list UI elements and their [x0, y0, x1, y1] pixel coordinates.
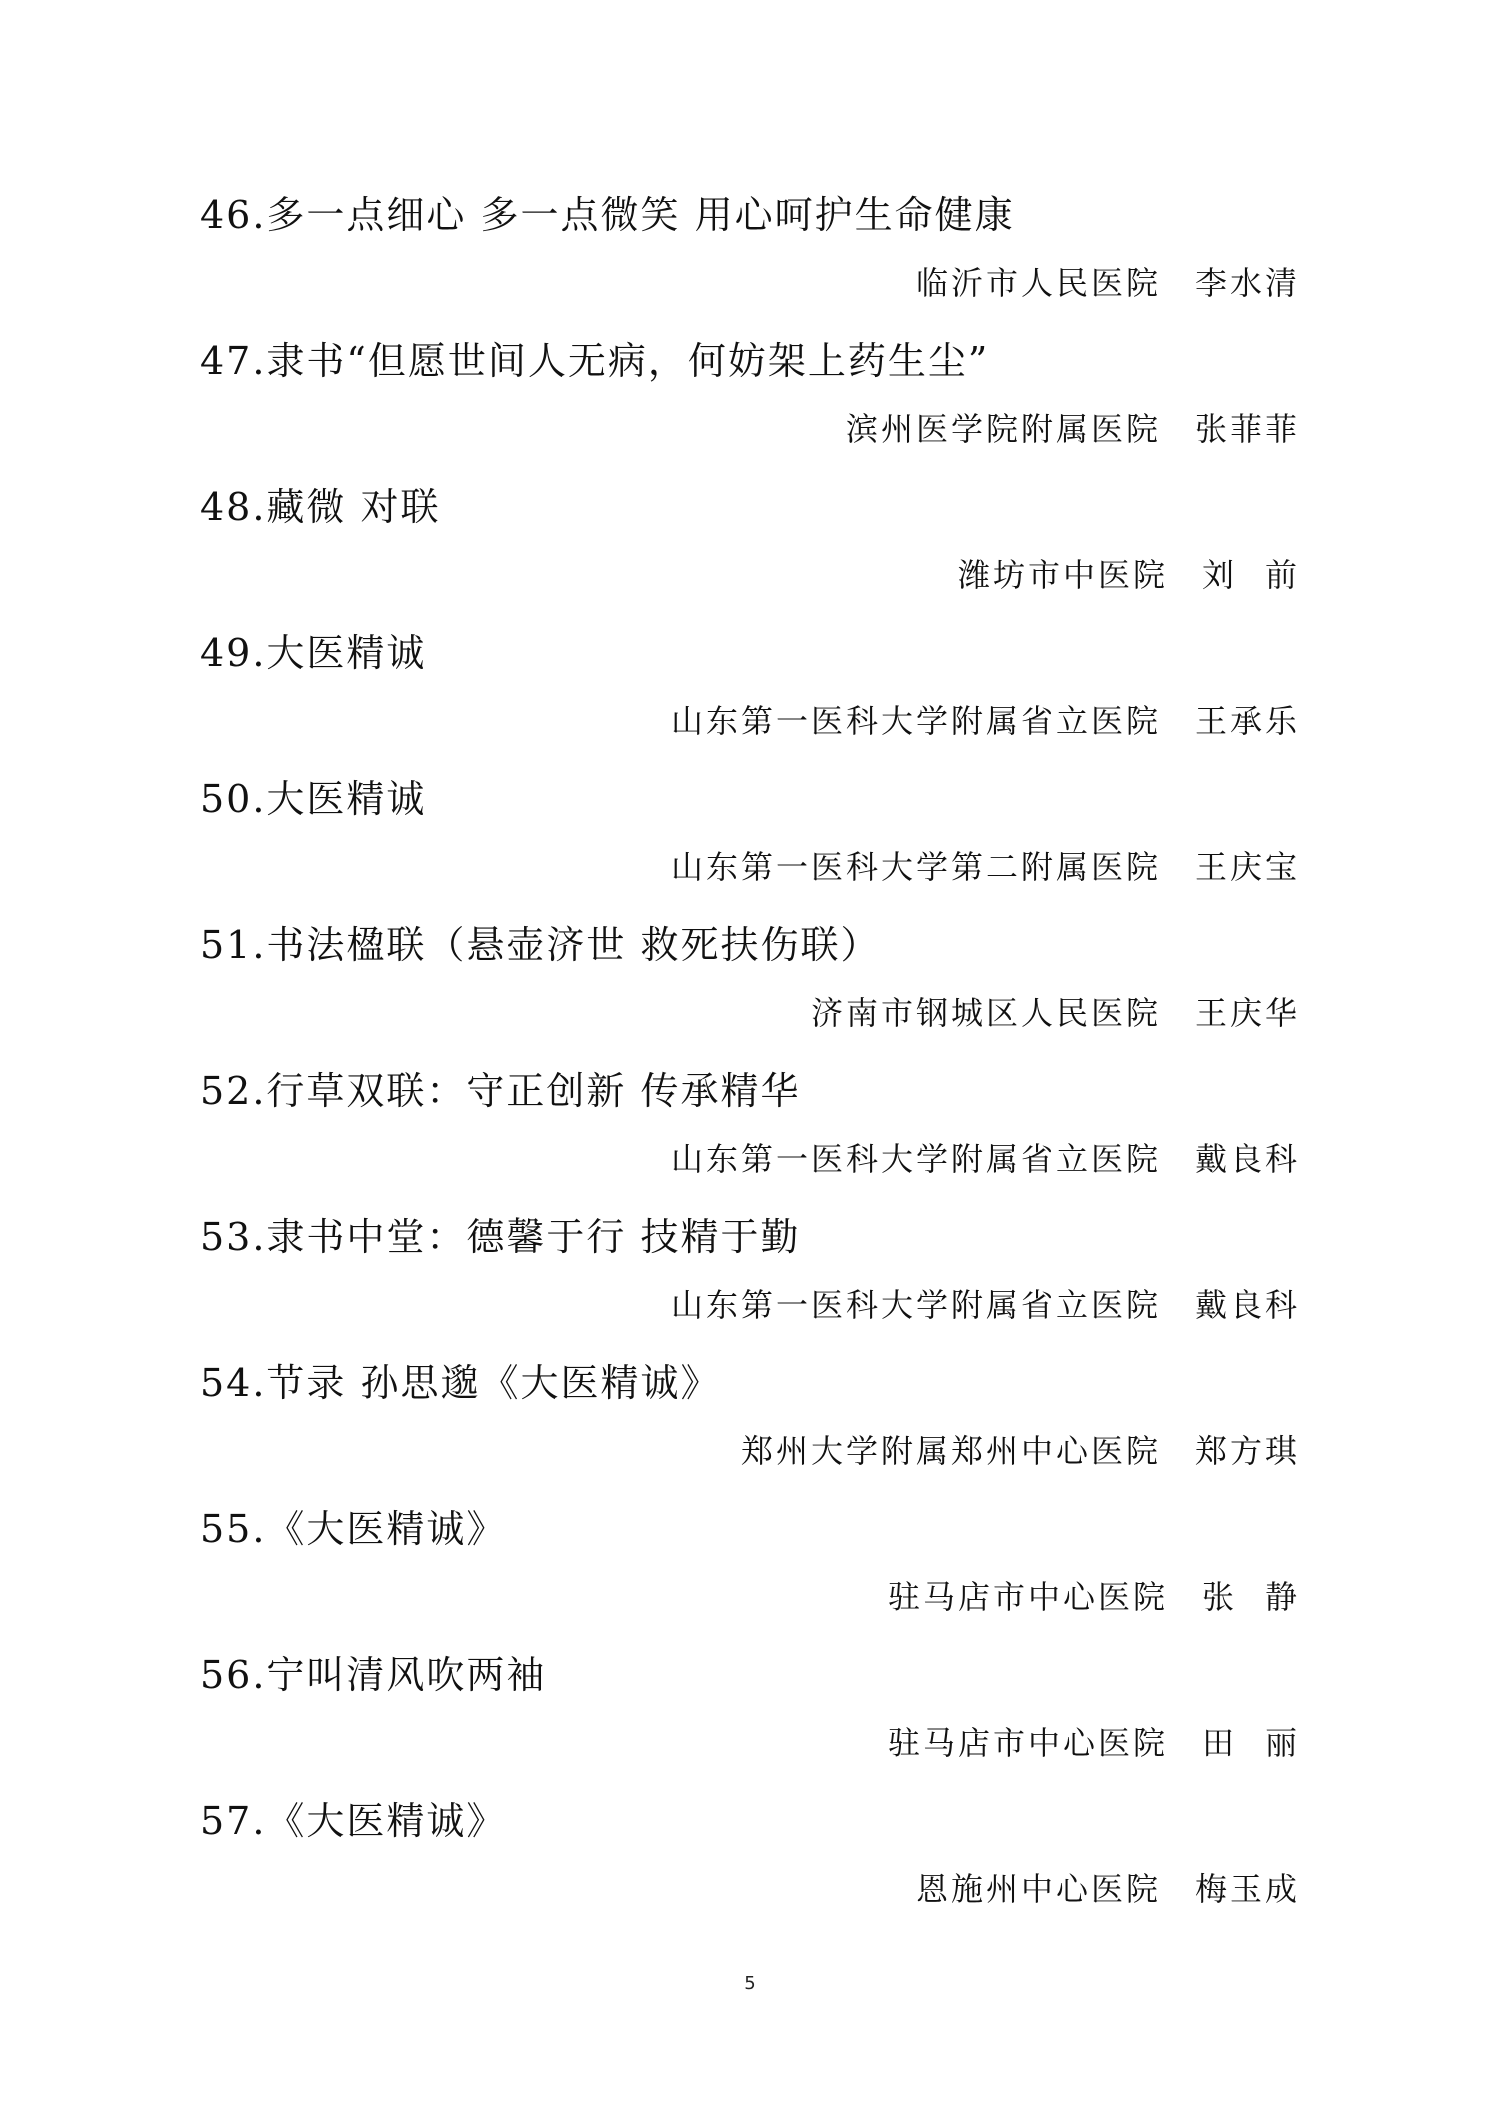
- entry-organization: 山东第一医科大学附属省立医院: [670, 1286, 1161, 1324]
- entry-organization: 郑州大学附属郑州中心医院: [740, 1432, 1161, 1470]
- entry-author: 郑方琪: [1194, 1432, 1300, 1470]
- entry-title: 53.隶书中堂：德馨于行 技精于勤: [200, 1215, 801, 1259]
- entry-attribution: [671, 844, 1300, 890]
- entry-46: [0, 190, 1500, 336]
- entry-organization: 山东第一医科大学第二附属医院: [670, 848, 1161, 886]
- entry-title: 47.隶书“但愿世间人无病，何妨架上药生尘”: [200, 339, 990, 383]
- entry-title: 57.《大医精诚》: [200, 1799, 507, 1843]
- entry-organization: 山东第一医科大学附属省立医院: [670, 702, 1161, 740]
- entry-organization: 潍坊市中医院: [957, 556, 1168, 594]
- entry-author: 张菲菲: [1194, 410, 1300, 448]
- entry-attribution: [888, 1720, 1300, 1766]
- entry-attribution: [958, 552, 1300, 598]
- entry-54: [0, 1358, 1500, 1504]
- entry-author: 戴良科: [1194, 1140, 1300, 1178]
- entry-title: 49.大医精诚: [200, 631, 427, 675]
- entry-attribution: [671, 1136, 1300, 1182]
- entry-title: 50.大医精诚: [200, 777, 427, 821]
- entry-56: [0, 1650, 1500, 1796]
- entry-organization: 临沂市人民医院: [915, 264, 1161, 302]
- entry-attribution: [741, 1428, 1300, 1474]
- entry-title: 48.藏微 对联: [200, 485, 441, 529]
- entry-attribution: [811, 990, 1300, 1036]
- entry-attribution: [846, 406, 1300, 452]
- entry-attribution: [916, 1866, 1300, 1912]
- entry-author: 李水清: [1194, 264, 1300, 302]
- entry-organization: 山东第一医科大学附属省立医院: [670, 1140, 1161, 1178]
- entry-title: 55.《大医精诚》: [200, 1507, 507, 1551]
- entry-47: [0, 336, 1500, 482]
- entry-author: 田 丽: [1202, 1724, 1300, 1762]
- entry-50: [0, 774, 1500, 920]
- entry-attribution: [671, 1282, 1300, 1328]
- entry-title: 54.节录 孙思邈《大医精诚》: [200, 1361, 721, 1405]
- entry-51: [0, 920, 1500, 1066]
- entry-attribution: [671, 698, 1300, 744]
- entry-author: 戴良科: [1194, 1286, 1300, 1324]
- entry-author: 梅玉成: [1194, 1870, 1300, 1908]
- entry-53: [0, 1212, 1500, 1358]
- entry-author: 王庆华: [1194, 994, 1300, 1032]
- entry-title: 52.行草双联：守正创新 传承精华: [200, 1069, 801, 1113]
- entry-organization: 滨州医学院附属医院: [845, 410, 1161, 448]
- entry-48: [0, 482, 1500, 628]
- entry-attribution: [888, 1574, 1300, 1620]
- entry-55: [0, 1504, 1500, 1650]
- entry-author: 张 静: [1202, 1578, 1300, 1616]
- entry-author: 王庆宝: [1194, 848, 1300, 886]
- entry-organization: 济南市钢城区人民医院: [810, 994, 1161, 1032]
- entry-52: [0, 1066, 1500, 1212]
- entry-author: 王承乐: [1194, 702, 1300, 740]
- page-number: 5: [744, 1973, 756, 1994]
- entry-attribution: [916, 260, 1300, 306]
- entry-49: [0, 628, 1500, 774]
- entry-title: 56.宁叫清风吹两袖: [200, 1653, 547, 1697]
- entry-57: [0, 1796, 1500, 1942]
- entry-organization: 驻马店市中心医院: [887, 1578, 1168, 1616]
- entry-title: 51.书法楹联（悬壶济世 救死扶伤联）: [200, 923, 881, 967]
- entry-title: 46.多一点细心 多一点微笑 用心呵护生命健康: [200, 193, 1015, 237]
- entry-organization: 驻马店市中心医院: [887, 1724, 1168, 1762]
- entry-author: 刘 前: [1202, 556, 1300, 594]
- entry-organization: 恩施州中心医院: [915, 1870, 1161, 1908]
